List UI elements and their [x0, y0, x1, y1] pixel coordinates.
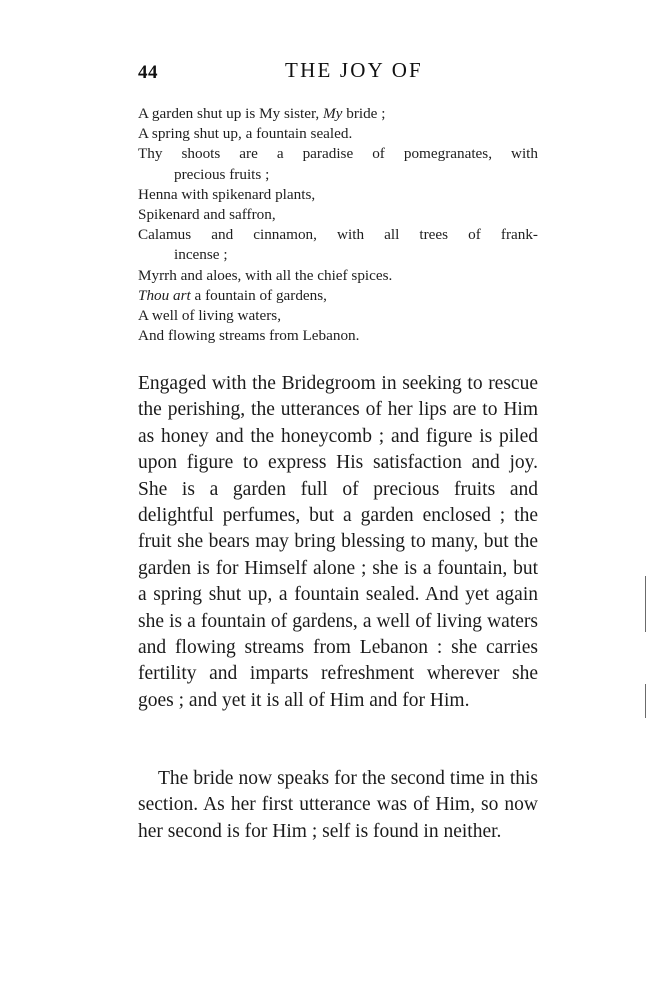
- verse-emphasis: Thou art: [138, 286, 191, 304]
- paragraph-text: The bride now speaks for the second time in this section. As her first utterance was of Him, so now her second is for Him ; self is found in neither.: [138, 768, 538, 842]
- verse-line: Spikenard and saffron,: [138, 206, 276, 224]
- verse-block: [138, 104, 538, 346]
- verse-line: Thou art a fountain of gardens,: [138, 286, 327, 304]
- page-edge-mark: [645, 576, 646, 632]
- verse-line: Henna with spikenard plants,: [138, 185, 316, 203]
- page-header: [138, 58, 528, 84]
- verse-line: A garden shut up is My sister, My bride ;: [138, 105, 386, 122]
- verse-line: And flowing streams from Lebanon.: [138, 327, 360, 345]
- prose-paragraph-1: [138, 371, 538, 714]
- verse-line: Thy shoots are a paradise of pomegranates, with: [138, 145, 538, 163]
- page-number: 44: [138, 62, 158, 83]
- paragraph-text: Engaged with the Bridegroom in seeking to rescue the perishing, the utterances of her lips are to Him as honey and the honeycomb ; and figure is piled upon figure to express His satisfaction and joy. She is a garden full of precious fruits and delightful perfumes, but a garden enclosed ; the fruit she bears may bring blessing to many, but the garden is for Himself alone ; she is a fountain, but a spring shut up, a fountain sealed. And yet again she is a fountain of gardens, a well of living waters and flowing streams from Lebanon : she carries fertility and imparts refreshment wherever she goes ; and yet it is all of Him and for Him.: [138, 373, 538, 711]
- verse-line: A spring shut up, a fountain sealed.: [138, 125, 353, 143]
- running-title: THE JOY OF: [285, 58, 423, 82]
- verse-line: A well of living waters,: [138, 307, 281, 325]
- prose-paragraph-2: [138, 766, 538, 845]
- verse-emphasis: My: [323, 105, 343, 122]
- page-edge-mark: [645, 684, 646, 718]
- verse-line: Calamus and cinnamon, with all trees of frank-: [138, 226, 538, 244]
- verse-line: precious fruits ;: [174, 165, 270, 183]
- verse-line: Myrrh and aloes, with all the chief spices.: [138, 266, 393, 284]
- verse-line: incense ;: [174, 246, 228, 264]
